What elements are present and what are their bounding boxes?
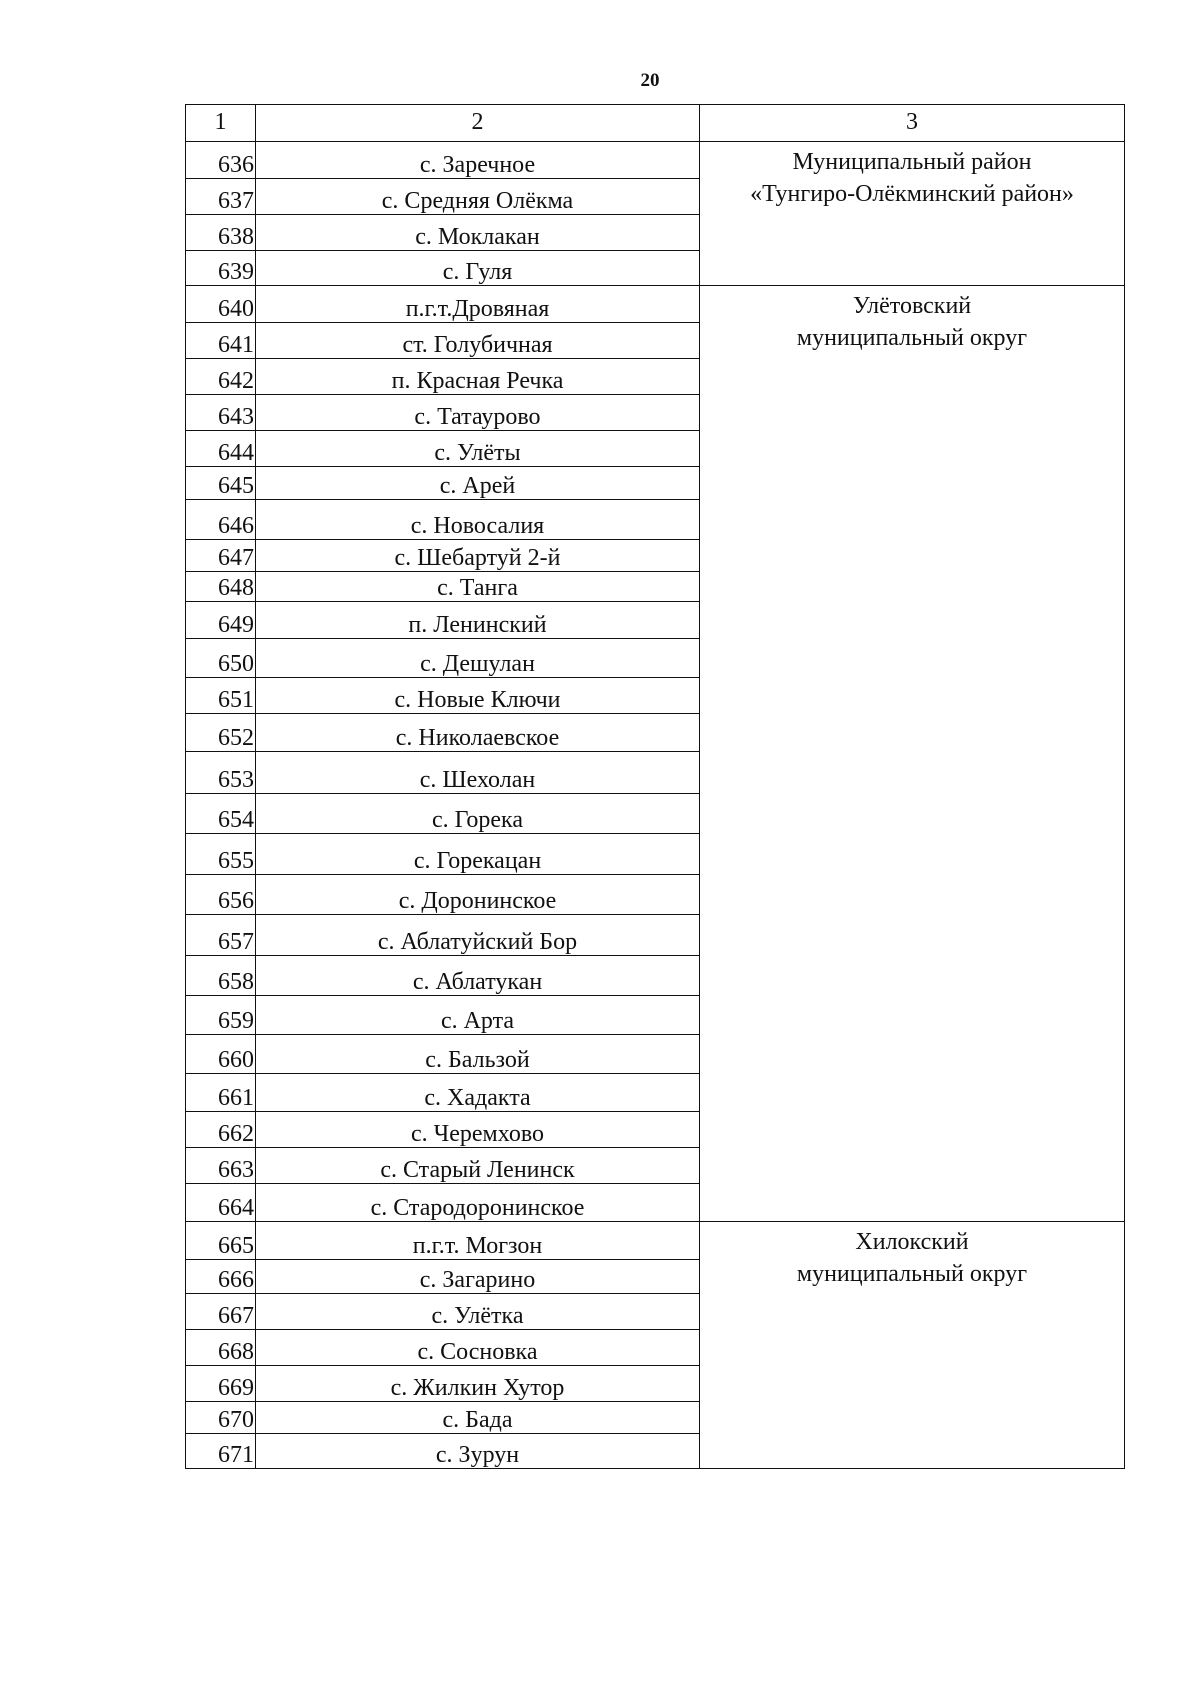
settlement-name: с. Доронинское xyxy=(256,875,700,915)
row-number: 664 xyxy=(186,1184,256,1222)
row-number: 659 xyxy=(186,996,256,1035)
settlement-name: п. Красная Речка xyxy=(256,359,700,395)
settlement-name: п.г.т.Дровяная xyxy=(256,286,700,323)
settlement-name: с. Сосновка xyxy=(256,1330,700,1366)
settlement-name: с. Загарино xyxy=(256,1260,700,1294)
row-number: 645 xyxy=(186,467,256,500)
settlement-name: п.г.т. Могзон xyxy=(256,1222,700,1260)
row-number: 658 xyxy=(186,956,256,996)
settlement-name: с. Дешулан xyxy=(256,639,700,678)
header-cell-1: 1 xyxy=(186,105,256,142)
settlement-name: п. Ленинский xyxy=(256,602,700,639)
row-number: 650 xyxy=(186,639,256,678)
row-number: 661 xyxy=(186,1074,256,1112)
district-cell xyxy=(700,1222,1125,1469)
row-number: 644 xyxy=(186,431,256,467)
row-number: 671 xyxy=(186,1434,256,1469)
row-number: 670 xyxy=(186,1402,256,1434)
settlement-name: с. Средняя Олёкма xyxy=(256,179,700,215)
row-number: 638 xyxy=(186,215,256,251)
table-row xyxy=(186,142,1125,179)
row-number: 653 xyxy=(186,752,256,794)
row-number: 637 xyxy=(186,179,256,215)
settlement-name: с. Шехолан xyxy=(256,752,700,794)
row-number: 663 xyxy=(186,1148,256,1184)
settlement-name: с. Старый Ленинск xyxy=(256,1148,700,1184)
settlement-name: с. Зурун xyxy=(256,1434,700,1469)
district-cell xyxy=(700,286,1125,1222)
table-row xyxy=(186,1222,1125,1260)
header-row xyxy=(186,105,1125,142)
row-number: 654 xyxy=(186,794,256,834)
settlement-name: с. Моклакан xyxy=(256,215,700,251)
settlement-name: с. Улёты xyxy=(256,431,700,467)
row-number: 669 xyxy=(186,1366,256,1402)
settlement-name: с. Хадакта xyxy=(256,1074,700,1112)
district-cell xyxy=(700,142,1125,286)
district-name-line: муниципальный округ xyxy=(796,325,1028,352)
row-number: 636 xyxy=(186,142,256,179)
table-row xyxy=(186,286,1125,323)
settlement-name: с. Танга xyxy=(256,572,700,602)
row-number: 668 xyxy=(186,1330,256,1366)
settlement-name: с. Гуля xyxy=(256,251,700,286)
row-number: 646 xyxy=(186,500,256,540)
settlement-name: с. Бальзой xyxy=(256,1035,700,1074)
district-name-line: Улётовский xyxy=(852,293,972,319)
row-number: 652 xyxy=(186,714,256,752)
row-number: 656 xyxy=(186,875,256,915)
settlement-name: с. Жилкин Хутор xyxy=(256,1366,700,1402)
settlement-name: с. Новосалия xyxy=(256,500,700,540)
settlement-name: с. Новые Ключи xyxy=(256,678,700,714)
settlement-name: с. Аблатукан xyxy=(256,956,700,996)
settlement-name: с. Николаевское xyxy=(256,714,700,752)
row-number: 665 xyxy=(186,1222,256,1260)
row-number: 647 xyxy=(186,540,256,572)
settlement-name: с. Горека xyxy=(256,794,700,834)
header-cell-3: 3 xyxy=(700,105,1125,142)
settlement-name: с. Аблатуйский Бор xyxy=(256,915,700,956)
settlements-table xyxy=(185,104,1125,1469)
settlement-name: ст. Голубичная xyxy=(256,323,700,359)
row-number: 662 xyxy=(186,1112,256,1148)
row-number: 643 xyxy=(186,395,256,431)
settlement-name: с. Бада xyxy=(256,1402,700,1434)
settlement-name: с. Черемхово xyxy=(256,1112,700,1148)
settlement-name: с. Стародоронинское xyxy=(256,1184,700,1222)
row-number: 666 xyxy=(186,1260,256,1294)
row-number: 649 xyxy=(186,602,256,639)
settlement-name: с. Горекацан xyxy=(256,834,700,875)
row-number: 641 xyxy=(186,323,256,359)
settlement-name: с. Арта xyxy=(256,996,700,1035)
row-number: 639 xyxy=(186,251,256,286)
row-number: 657 xyxy=(186,915,256,956)
row-number: 660 xyxy=(186,1035,256,1074)
settlement-name: с. Улётка xyxy=(256,1294,700,1330)
settlement-name: с. Татаурово xyxy=(256,395,700,431)
district-name-line: Хилокский xyxy=(855,1229,969,1255)
row-number: 651 xyxy=(186,678,256,714)
page-number: 20 xyxy=(640,70,660,91)
header-cell-2: 2 xyxy=(256,105,700,142)
settlement-name: с. Шебартуй 2-й xyxy=(256,540,700,572)
row-number: 667 xyxy=(186,1294,256,1330)
district-name-line: муниципальный округ xyxy=(796,1261,1028,1288)
settlement-name: с. Заречное xyxy=(256,142,700,179)
row-number: 648 xyxy=(186,572,256,602)
table-body xyxy=(186,105,1125,1469)
row-number: 640 xyxy=(186,286,256,323)
district-name-line: «Тунгиро-Олёкминский район» xyxy=(750,181,1074,208)
row-number: 655 xyxy=(186,834,256,875)
district-name-line: Муниципальный район xyxy=(792,149,1032,175)
row-number: 642 xyxy=(186,359,256,395)
settlement-name: с. Арей xyxy=(256,467,700,500)
